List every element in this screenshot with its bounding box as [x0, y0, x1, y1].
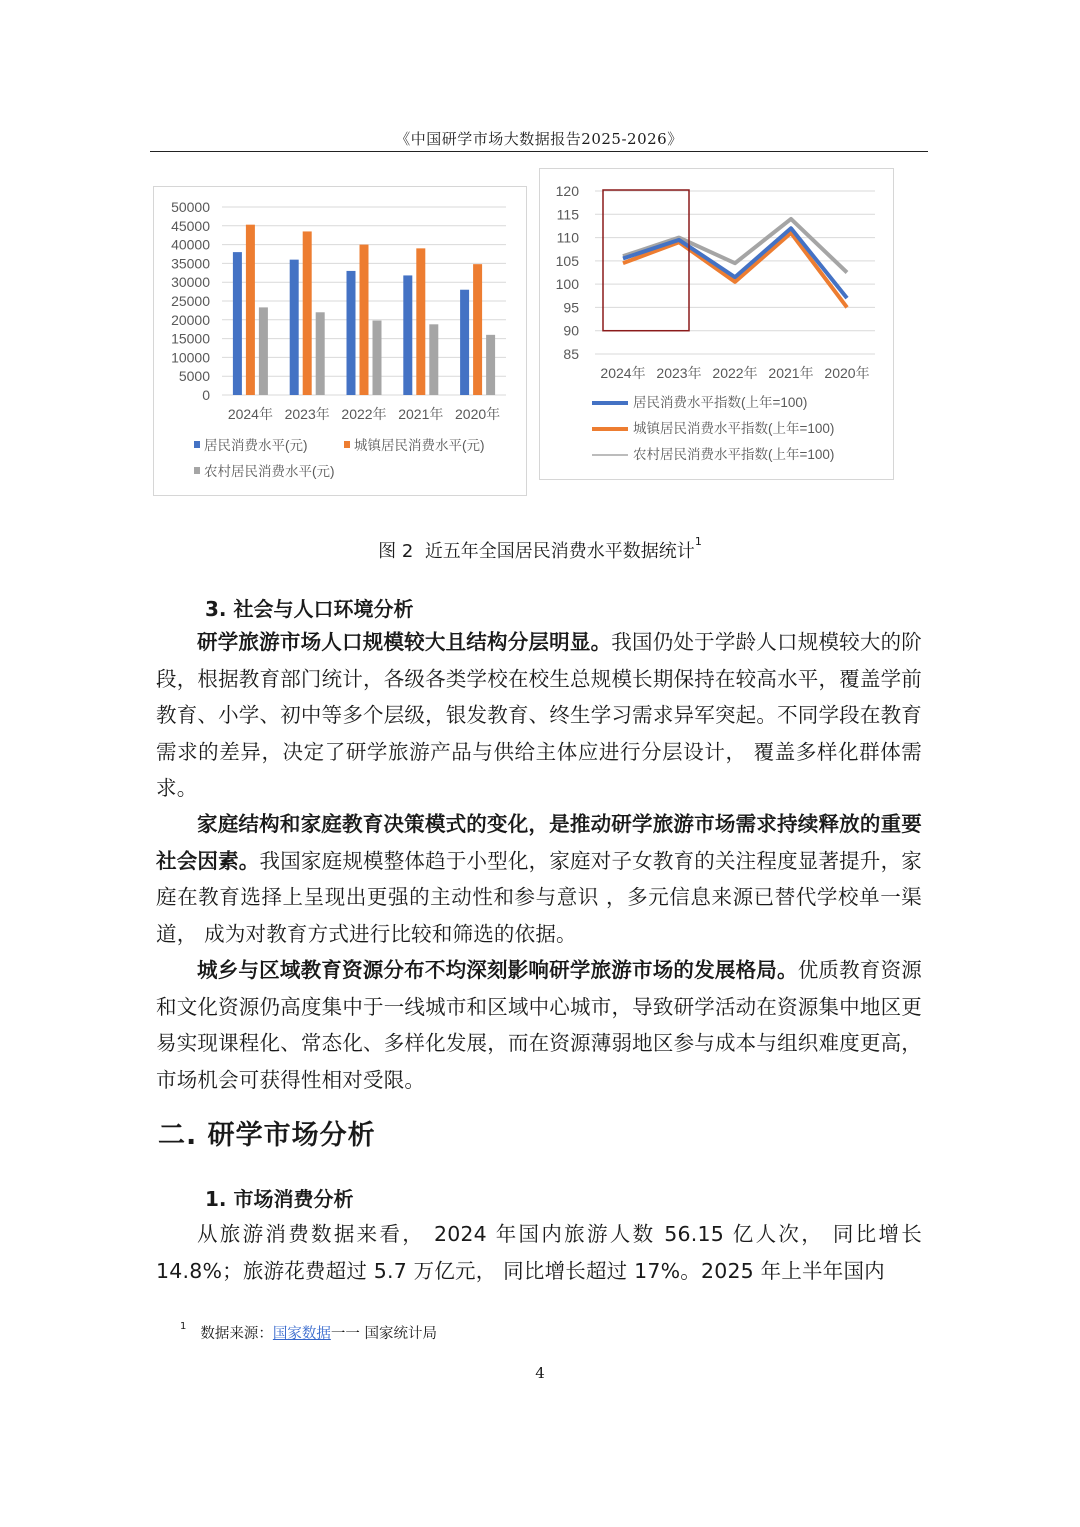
bar-urban — [473, 264, 482, 395]
footnote-dash: 一一 — [330, 1326, 360, 1342]
figure-caption — [0, 537, 1080, 563]
header-divider — [150, 151, 928, 152]
bar-urban — [246, 225, 255, 395]
line-y-tick-label: 120 — [555, 183, 579, 199]
bar-resident — [347, 271, 356, 395]
line-y-tick-label: 95 — [563, 299, 579, 316]
paragraph-family-lead: 家庭结构和家庭教育决策模式的变化，是推动研学旅游市场需求持续释放的重要社会因素。 — [156, 812, 922, 873]
page-number: 4 — [535, 1364, 545, 1382]
figure-caption-footnote-ref[interactable]: 1 — [694, 535, 702, 548]
line-y-tick-label: 105 — [555, 252, 579, 269]
line-chart — [540, 169, 893, 479]
line-y-tick-label: 85 — [563, 346, 579, 362]
line-legend-label: 农村居民消费水平指数(上年=100) — [633, 447, 835, 462]
bar-chart-legend — [194, 437, 485, 479]
bar-chart-x-ticks — [228, 406, 500, 422]
section-heading-social: 3. 社会与人口环境分析 — [205, 597, 414, 621]
paragraph-family — [156, 806, 922, 952]
line-y-tick-label: 100 — [555, 276, 579, 293]
line-x-tick-label: 2020年 — [824, 365, 870, 381]
bar-legend-label: 居民消费水平(元) — [204, 438, 308, 453]
line-x-tick-label: 2023年 — [656, 365, 702, 381]
running-header: 《中国研学市场大数据报告2025-2026》 — [395, 130, 683, 148]
bar-x-tick-label: 2021年 — [398, 406, 444, 422]
paragraph-consumption: 从旅游消费数据来看， 2024 年国内旅游人数 56.15 亿人次， 同比增长 14.8%；旅游花费超过 5.7 万亿元， 同比增长超过 17%。2025 年上半年国内 — [156, 1222, 922, 1283]
footnote-label: 数据来源： — [200, 1326, 273, 1342]
bar-urban — [303, 231, 312, 395]
bar-y-tick-label: 35000 — [171, 255, 210, 272]
bar-rural — [259, 307, 268, 395]
bar-resident — [403, 275, 412, 395]
line-y-tick-label: 90 — [563, 322, 579, 339]
footnote-number: 1 — [180, 1321, 187, 1333]
bar-resident — [460, 290, 469, 395]
line-legend-label: 城镇居民消费水平指数(上年=100) — [633, 421, 835, 436]
paragraph-family-body: 我国家庭规模整体趋于小型化，家庭对子女教育的关注程度显著提升，家庭在教育选择上呈现出更强的主动性和参与意识 ，多元信息来源已替代学校单一渠道， 成为对教育方式进行比较和筛选的依据。 — [156, 848, 922, 946]
bar-legend-swatch — [194, 441, 200, 448]
line-y-tick-label: 110 — [556, 229, 579, 246]
figure-caption-text: 近五年全国居民消费水平数据统计 — [424, 541, 695, 562]
bar-y-tick-label: 30000 — [171, 274, 210, 291]
bar-chart-bars — [233, 225, 495, 395]
bar-y-tick-label: 40000 — [171, 236, 210, 253]
paragraph-regional-body: 优质教育资源和文化资源仍高度集中于一线城市和区域中心城市，导致研学活动在资源集中地区更易实现课程化、常态化、多样化发展，而在资源薄弱地区参与成本与组织难度更高， 市场机会可获得性相对受限。 — [156, 958, 922, 1092]
line-chart-x-ticks — [600, 365, 869, 381]
line-x-tick-label: 2022年 — [712, 365, 758, 381]
bar-y-tick-label: 45000 — [171, 217, 210, 234]
bar-chart-frame — [153, 186, 527, 496]
line-chart-gridlines — [595, 191, 875, 354]
bar-y-tick-label: 0 — [202, 387, 210, 403]
bar-resident — [233, 252, 242, 395]
line-y-tick-label: 115 — [556, 206, 579, 223]
bar-legend-swatch — [194, 467, 200, 474]
bar-y-tick-label: 5000 — [178, 368, 210, 385]
line-chart-legend — [592, 394, 834, 462]
bar-rural — [486, 335, 495, 395]
bar-y-tick-label: 10000 — [171, 349, 210, 366]
bar-legend-label: 农村居民消费水平(元) — [204, 464, 335, 479]
bar-urban — [416, 248, 425, 395]
bar-chart-y-ticks — [171, 199, 210, 403]
bar-rural — [316, 312, 325, 395]
bar-resident — [290, 260, 299, 395]
line-chart-series — [623, 219, 847, 307]
bar-x-tick-label: 2022年 — [341, 406, 387, 422]
bar-chart — [154, 187, 526, 495]
footnote — [180, 1322, 437, 1343]
bar-y-tick-label: 20000 — [171, 311, 210, 328]
line-chart-frame — [539, 168, 894, 480]
paragraph-regional-lead: 城乡与区域教育资源分布不均深刻影响研学旅游市场的发展格局。 — [197, 958, 798, 982]
bar-y-tick-label: 25000 — [171, 293, 210, 309]
section-heading-consumption: 1. 市场消费分析 — [205, 1187, 354, 1211]
paragraph-population-body: 我国仍处于学龄人口规模较大的阶段，根据教育部门统计，各级各类学校在校生总规模长期保持在较高水平，覆盖学前教育、小学、初中等多个层级，银发教育、终生学习需求异军突起。不同学段在教育需求的差异，决定了研学旅游产品与供给主体应进行分层设计， 覆盖多样化群体需求。 — [156, 630, 923, 800]
paragraph-population — [156, 624, 922, 807]
paragraph-regional — [156, 952, 922, 1098]
figure-caption-prefix: 图 2 — [378, 541, 414, 562]
bar-rural — [373, 321, 382, 395]
bar-urban — [360, 245, 369, 395]
bar-rural — [429, 324, 438, 395]
bar-legend-swatch — [344, 441, 350, 448]
bar-x-tick-label: 2020年 — [455, 406, 501, 422]
line-chart-y-ticks — [556, 183, 580, 362]
bar-x-tick-label: 2024年 — [227, 406, 273, 422]
bar-x-tick-label: 2023年 — [284, 406, 330, 422]
bar-y-tick-label: 50000 — [171, 199, 210, 215]
chapter-heading-market: 二. 研学市场分析 — [158, 1120, 376, 1151]
line-x-tick-label: 2024年 — [600, 365, 646, 381]
footnote-link[interactable]: 国家数据 — [272, 1326, 331, 1342]
paragraph-population-lead: 研学旅游市场人口规模较大且结构分层明显。 — [197, 630, 612, 654]
footnote-source: 国家统计局 — [364, 1326, 437, 1342]
bar-y-tick-label: 15000 — [171, 330, 210, 347]
line-legend-label: 居民消费水平指数(上年=100) — [633, 395, 808, 410]
bar-legend-label: 城镇居民消费水平(元) — [354, 438, 485, 453]
line-x-tick-label: 2021年 — [768, 365, 814, 381]
